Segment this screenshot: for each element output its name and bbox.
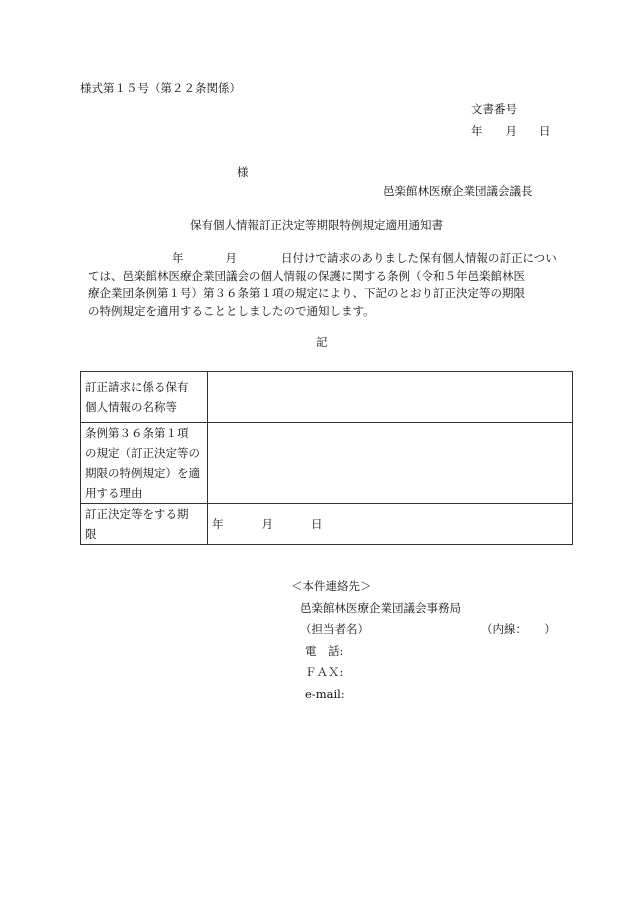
body-line-2: ては、邑楽館林医療企業団議会の個人情報の保護に関する条例（令和５年邑楽館林医 <box>88 268 525 283</box>
issue-date <box>471 123 551 139</box>
table-row-personal-info <box>81 372 573 423</box>
issue-date-year: 年 <box>471 124 483 138</box>
contact-heading: ＜本件連絡先＞ <box>291 579 372 593</box>
table-row-reason <box>81 423 573 504</box>
issuer-name: 邑楽館林医療企業団議会議長 <box>383 184 533 198</box>
personal-info-value <box>208 372 573 423</box>
reason-label: 条例第３６条第１項 の規定（訂正決定等の 期限の特例規定）を適 用する理由 <box>81 423 208 504</box>
body-line-4: の特例規定を適用することとしましたので通知します。 <box>88 303 375 318</box>
body-line-3: 療企業団条例第１号）第３６条第１項の規定により、下記のとおり訂正決定等の期限 <box>88 286 525 300</box>
deadline-day: 日 <box>311 517 323 531</box>
contact-extension-label: （内線： ） <box>481 622 556 636</box>
contact-office: 邑楽館林医療企業団議会事務局 <box>300 600 461 615</box>
contact-person-label: （担当者名） <box>300 622 369 636</box>
addressee-suffix: 様 <box>237 165 249 179</box>
contact-email-label: e-mail: <box>305 686 345 701</box>
document-title: 保有個人情報訂正決定等期限特例規定適用通知書 <box>190 218 443 232</box>
issue-date-month: 月 <box>505 124 517 138</box>
contact-fax-label: ＦＡＸ: <box>305 665 344 679</box>
deadline-month: 月 <box>261 517 273 531</box>
deadline-date <box>208 504 573 545</box>
deadline-label: 訂正決定等をする期 限 <box>81 504 208 545</box>
deadline-year: 年 <box>212 517 224 531</box>
body-date-year: 年 <box>172 251 184 265</box>
form-number: 様式第１５号（第２２条関係） <box>80 81 241 95</box>
contact-phone-label: 電 話: <box>305 643 344 658</box>
body-line-1-text: 日付けで請求のありました保有個人情報の訂正につい <box>281 251 557 265</box>
reason-value <box>208 423 573 504</box>
body-line-1 <box>80 250 560 268</box>
body-paragraph <box>80 250 560 320</box>
contact-block <box>291 576 556 705</box>
issue-date-day: 日 <box>539 124 551 138</box>
contact-person-row <box>291 619 556 641</box>
document-number-label: 文書番号 <box>471 102 517 116</box>
table-row-deadline <box>81 504 573 545</box>
personal-info-label: 訂正請求に係る保有 個人情報の名称等 <box>81 372 208 423</box>
detail-table <box>80 371 573 545</box>
body-date-month: 月 <box>225 251 237 265</box>
record-heading: 記 <box>316 335 328 349</box>
